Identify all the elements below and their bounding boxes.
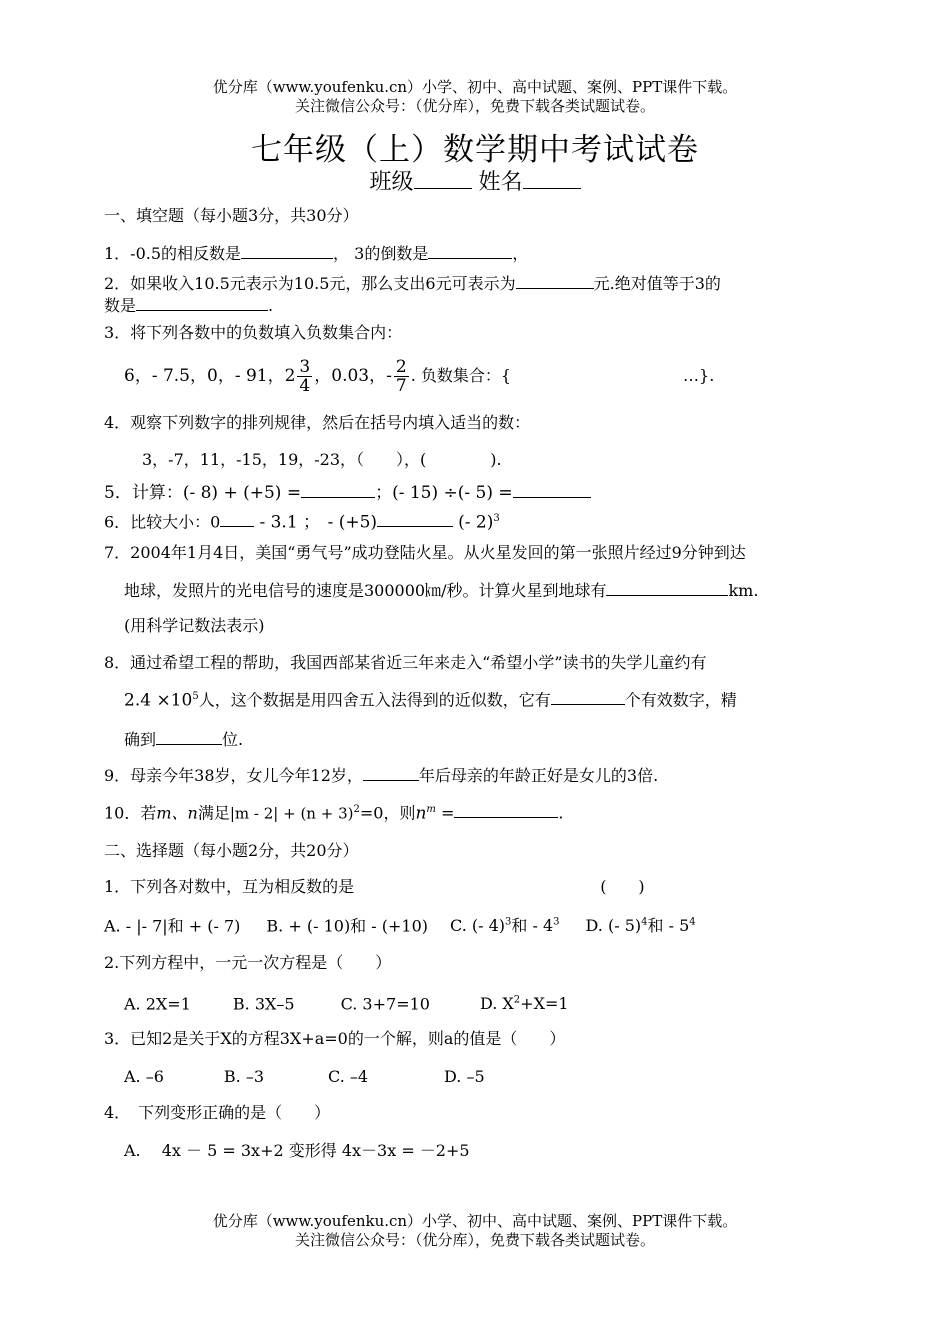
- question-1-8-cont: $2.4 \times 10^5$人，这个数据是用四舍五入法得到的近似数，它有 个有效数字，精: [124, 690, 737, 711]
- section1-heading: 一、填空题（每小题3分，共30分）: [104, 206, 359, 225]
- answer-blank[interactable]: [516, 272, 594, 289]
- name-label: 姓名: [478, 170, 523, 195]
- answer-blank[interactable]: [220, 510, 254, 527]
- option-d[interactable]: D. –5: [444, 1067, 485, 1086]
- question-1-2: 2．如果收入10.5元表示为10.5元，那么支出6元可表示为 元.绝对值等于3的: [104, 274, 721, 293]
- question-2-3-options: [124, 1066, 884, 1088]
- question-1-3-numbers: 6，- 7.5，0，- 91，2 $\frac{3}{4}$ ，0.03，- $\frac{2}{7}$ . 负数集合：{ …}.: [124, 357, 715, 396]
- question-2-3: 3．已知2是关于X的方程3X+a=0的一个解，则a的值是（ ）: [104, 1029, 566, 1048]
- answer-blank[interactable]: [301, 481, 375, 498]
- question-1-10: 10．若m、n满足$|m - 2| + (n + 3)^2=0$，则$n^m$ = .: [104, 803, 564, 824]
- option-c[interactable]: C. (- 4)$^3$和 - $4^3$: [450, 916, 560, 936]
- header-line-2: 关注微信公众号：（优分库），免费下载各类试题试卷。: [294, 97, 655, 115]
- class-blank[interactable]: [414, 168, 472, 189]
- question-1-3: 3．将下列各数中的负数填入负数集合内：: [104, 323, 403, 342]
- answer-blank[interactable]: [241, 242, 333, 259]
- option-d[interactable]: D. (- 5)$^4$和 - $5^4$: [585, 916, 696, 936]
- option-c[interactable]: C. 3+7=10: [340, 994, 430, 1014]
- question-1-5: 5．计算：(- 8) + (+5) = ；(- 15) ÷(- 5) =: [104, 481, 864, 504]
- subtitle: [0, 165, 950, 196]
- answer-blank[interactable]: [606, 579, 728, 596]
- option-b[interactable]: B. 3X–5: [232, 994, 295, 1014]
- question-1-9: 9．母亲今年38岁，女儿今年12岁， 年后母亲的年龄正好是女儿的3倍.: [104, 766, 659, 785]
- answer-blank[interactable]: [428, 242, 512, 259]
- question-1-6: 6．比较大小：0 - 3.1 ； - (+5) (- 2)$^3$: [104, 512, 500, 533]
- question-2-1: 1．下列各对数中，互为相反数的是 ( ): [104, 877, 645, 896]
- answer-blank[interactable]: [454, 801, 558, 818]
- question-1-2-cont: 数是 .: [104, 296, 274, 315]
- option-b[interactable]: B. –3: [223, 1067, 265, 1086]
- footer-line-1: 优分库（www.youfenku.cn）小学、初中、高中试题、案例、PPT课件下载。: [212, 1212, 738, 1230]
- answer-blank[interactable]: [136, 294, 268, 311]
- question-1-7-note: (用科学记数法表示): [124, 616, 265, 635]
- section2-heading: 二、选择题（每小题2分，共20分）: [104, 841, 359, 860]
- question-1-7: 7．2004年1月4日，美国“勇气号”成功登陆火星。从火星发回的第一张照片经过9分钟到达: [104, 543, 746, 562]
- question-2-2: 2.下列方程中，一元一次方程是（ ）: [104, 953, 392, 972]
- question-2-1-options: [104, 912, 864, 937]
- answer-blank[interactable]: [377, 510, 453, 527]
- option-d[interactable]: D. $X^2+X=1$: [479, 994, 569, 1014]
- question-1-4: 4．观察下列数字的排列规律，然后在括号内填入适当的数：: [104, 413, 531, 432]
- answer-blank[interactable]: [551, 688, 625, 705]
- option-a[interactable]: A. - |- 7|和 + (- 7): [104, 916, 241, 936]
- question-2-4: 4． 下列变形正确的是（ ）: [104, 1103, 331, 1122]
- question-1-7-cont: 地球，发照片的光电信号的速度是300000㎞/秒。计算火星到地球有 km.: [124, 581, 759, 600]
- question-1-4-sequence: 3，-7，11，-15，19，-23，（ ），( ).: [142, 450, 502, 469]
- name-blank[interactable]: [523, 168, 581, 189]
- question-1-8: 8．通过希望工程的帮助，我国西部某省近三年来走入“希望小学”读书的失学儿童约有: [104, 653, 707, 672]
- footer-line-2: 关注微信公众号：（优分库），免费下载各类试题试卷。: [294, 1231, 655, 1249]
- class-label: 班级: [369, 170, 414, 195]
- answer-blank[interactable]: [513, 481, 591, 498]
- option-a[interactable]: A. 2X=1: [124, 994, 191, 1014]
- option-c[interactable]: C. –4: [328, 1067, 369, 1086]
- question-1-8-cont2: 确到 位.: [124, 730, 244, 749]
- header-line-1: 优分库（www.youfenku.cn）小学、初中、高中试题、案例、PPT课件下载。: [212, 78, 738, 96]
- page-title: 七年级（上）数学期中考试试卷: [251, 132, 699, 168]
- answer-blank[interactable]: [363, 764, 419, 781]
- answer-blank[interactable]: [156, 728, 222, 745]
- question-2-2-options: [124, 990, 884, 1015]
- question-2-4-option-a[interactable]: A. 4x － 5 = 3x+2 变形得 4x－3x = －2+5: [124, 1141, 470, 1160]
- option-b[interactable]: B. + (- 10)和 - (+10): [266, 916, 429, 936]
- option-a[interactable]: A. –6: [124, 1067, 164, 1086]
- question-1-1: 1．-0.5的相反数是 ， 3的倒数是 ，: [104, 244, 529, 263]
